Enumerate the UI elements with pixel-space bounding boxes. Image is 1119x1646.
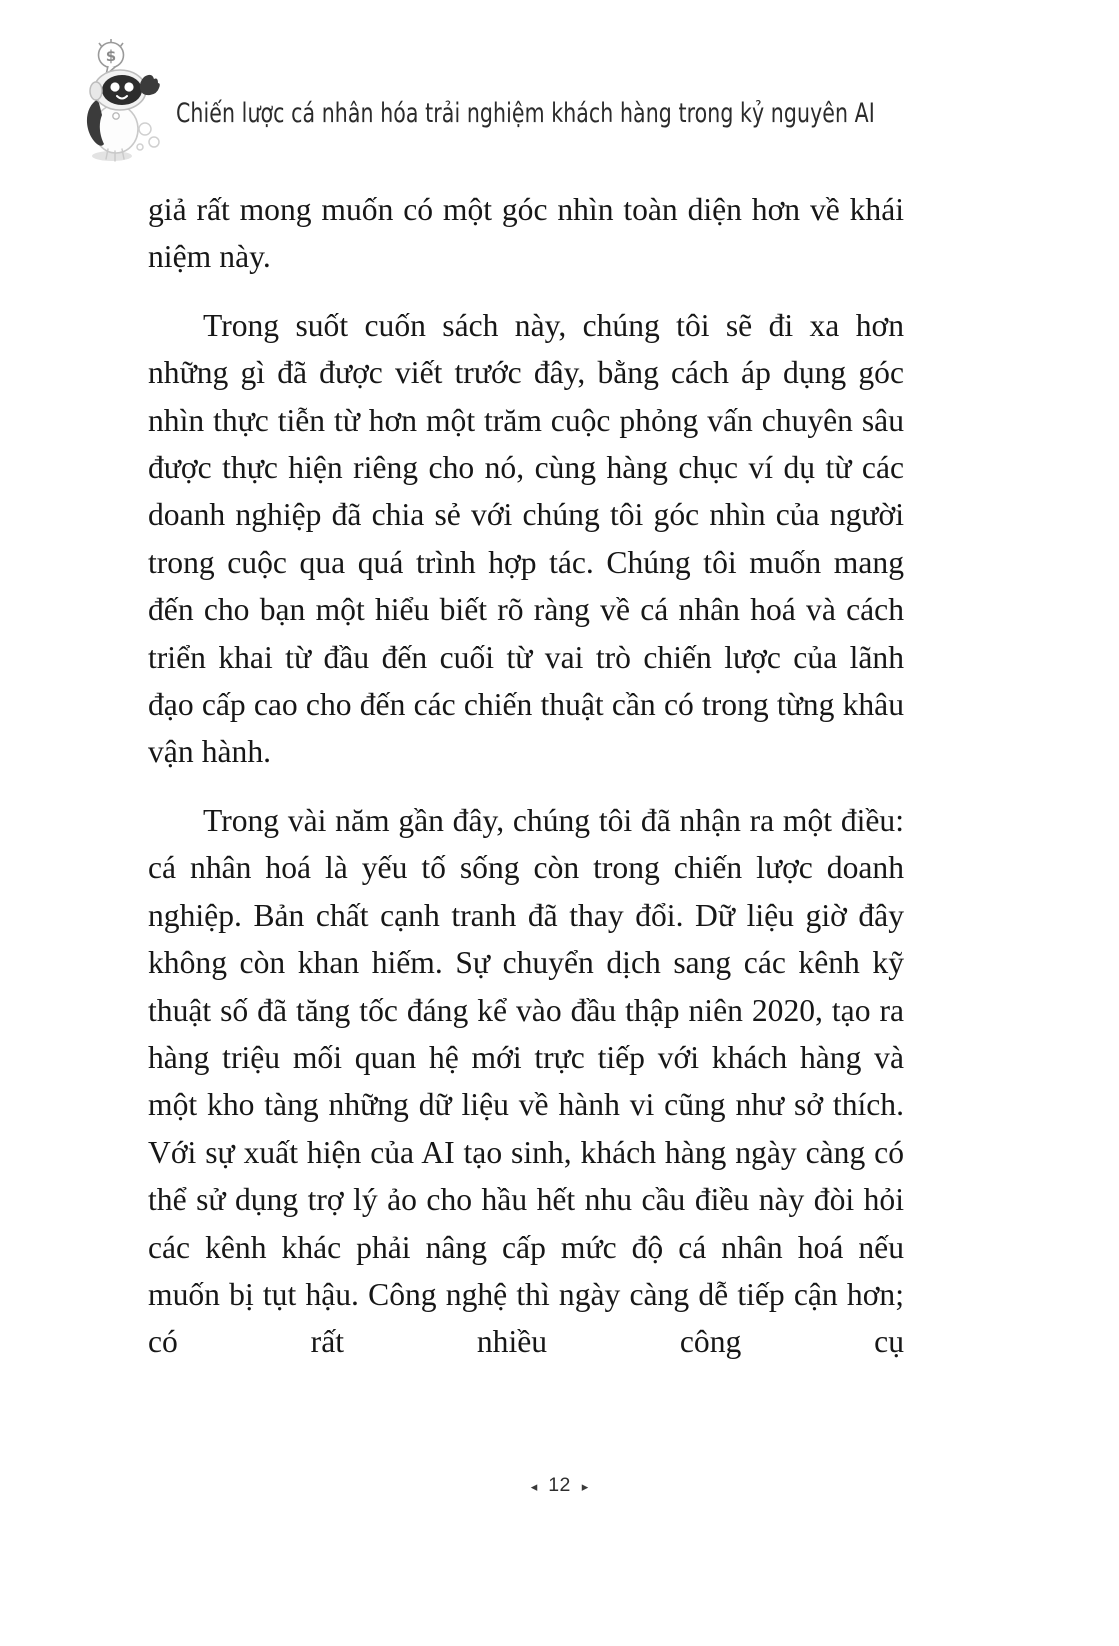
body-text-column bbox=[148, 186, 904, 1413]
robot-with-dollar-speech-bubble-icon bbox=[78, 37, 170, 163]
svg-text:$: $ bbox=[105, 47, 117, 65]
paragraph: giả rất mong muốn có một góc nhìn toàn diện hơn về khái niệm này. bbox=[148, 192, 904, 275]
ornament-left-icon: ◂ bbox=[530, 1479, 538, 1494]
header-title: Chiến lược cá nhân hóa trải nghiệm khách hàng trong kỷ nguyên AI bbox=[176, 97, 875, 129]
running-header bbox=[78, 36, 1041, 164]
ornament-right-icon: ▸ bbox=[581, 1479, 589, 1494]
page-number: 12 bbox=[548, 1474, 571, 1496]
paragraph: Trong suốt cuốn sách này, chúng tôi sẽ đi xa hơn những gì đã được viết trước đây, bằng cách áp dụng góc nhìn thực tiễn từ hơn một trăm cuộc phỏng vấn chuyên sâu được thực hiện riêng cho nó, cùng hàng chục ví dụ từ các doanh nghiệp đã chia sẻ với chúng tôi góc nhìn của người trong cuộc qua quá trình hợp tác. Chúng tôi muốn mang đến cho bạn một hiểu biết rõ ràng về cá nhân hoá và cách triển khai từ đầu đến cuối từ vai trò chiến lược của lãnh đạo cấp cao cho đến các chiến thuật cần có trong từng khâu vận hành. bbox=[148, 307, 904, 770]
page-footer bbox=[0, 1474, 1119, 1497]
paragraph: Trong vài năm gần đây, chúng tôi đã nhận ra một điều: cá nhân hoá là yếu tố sống còn trong chiến lược doanh nghiệp. Bản chất cạnh tranh đã thay đổi. Dữ liệu giờ đây không còn khan hiếm. Sự chuyển dịch sang các kênh kỹ thuật số đã tăng tốc đáng kể vào đầu thập niên 2020, tạo ra hàng triệu mối quan hệ mới trực tiếp với khách hàng và một kho tàng những dữ liệu về hành vi cũng như sở thích. Với sự xuất hiện của AI tạo sinh, khách hàng ngày càng có thể sử dụng trợ lý ảo cho hầu hết nhu cầu điều này đòi hỏi các kênh khác phải nâng cấp mức độ cá nhân hoá nếu muốn bị tụt hậu. Công nghệ thì ngày càng dễ tiếp cận hơn; có rất nhiều công cụ bbox=[148, 802, 904, 1360]
